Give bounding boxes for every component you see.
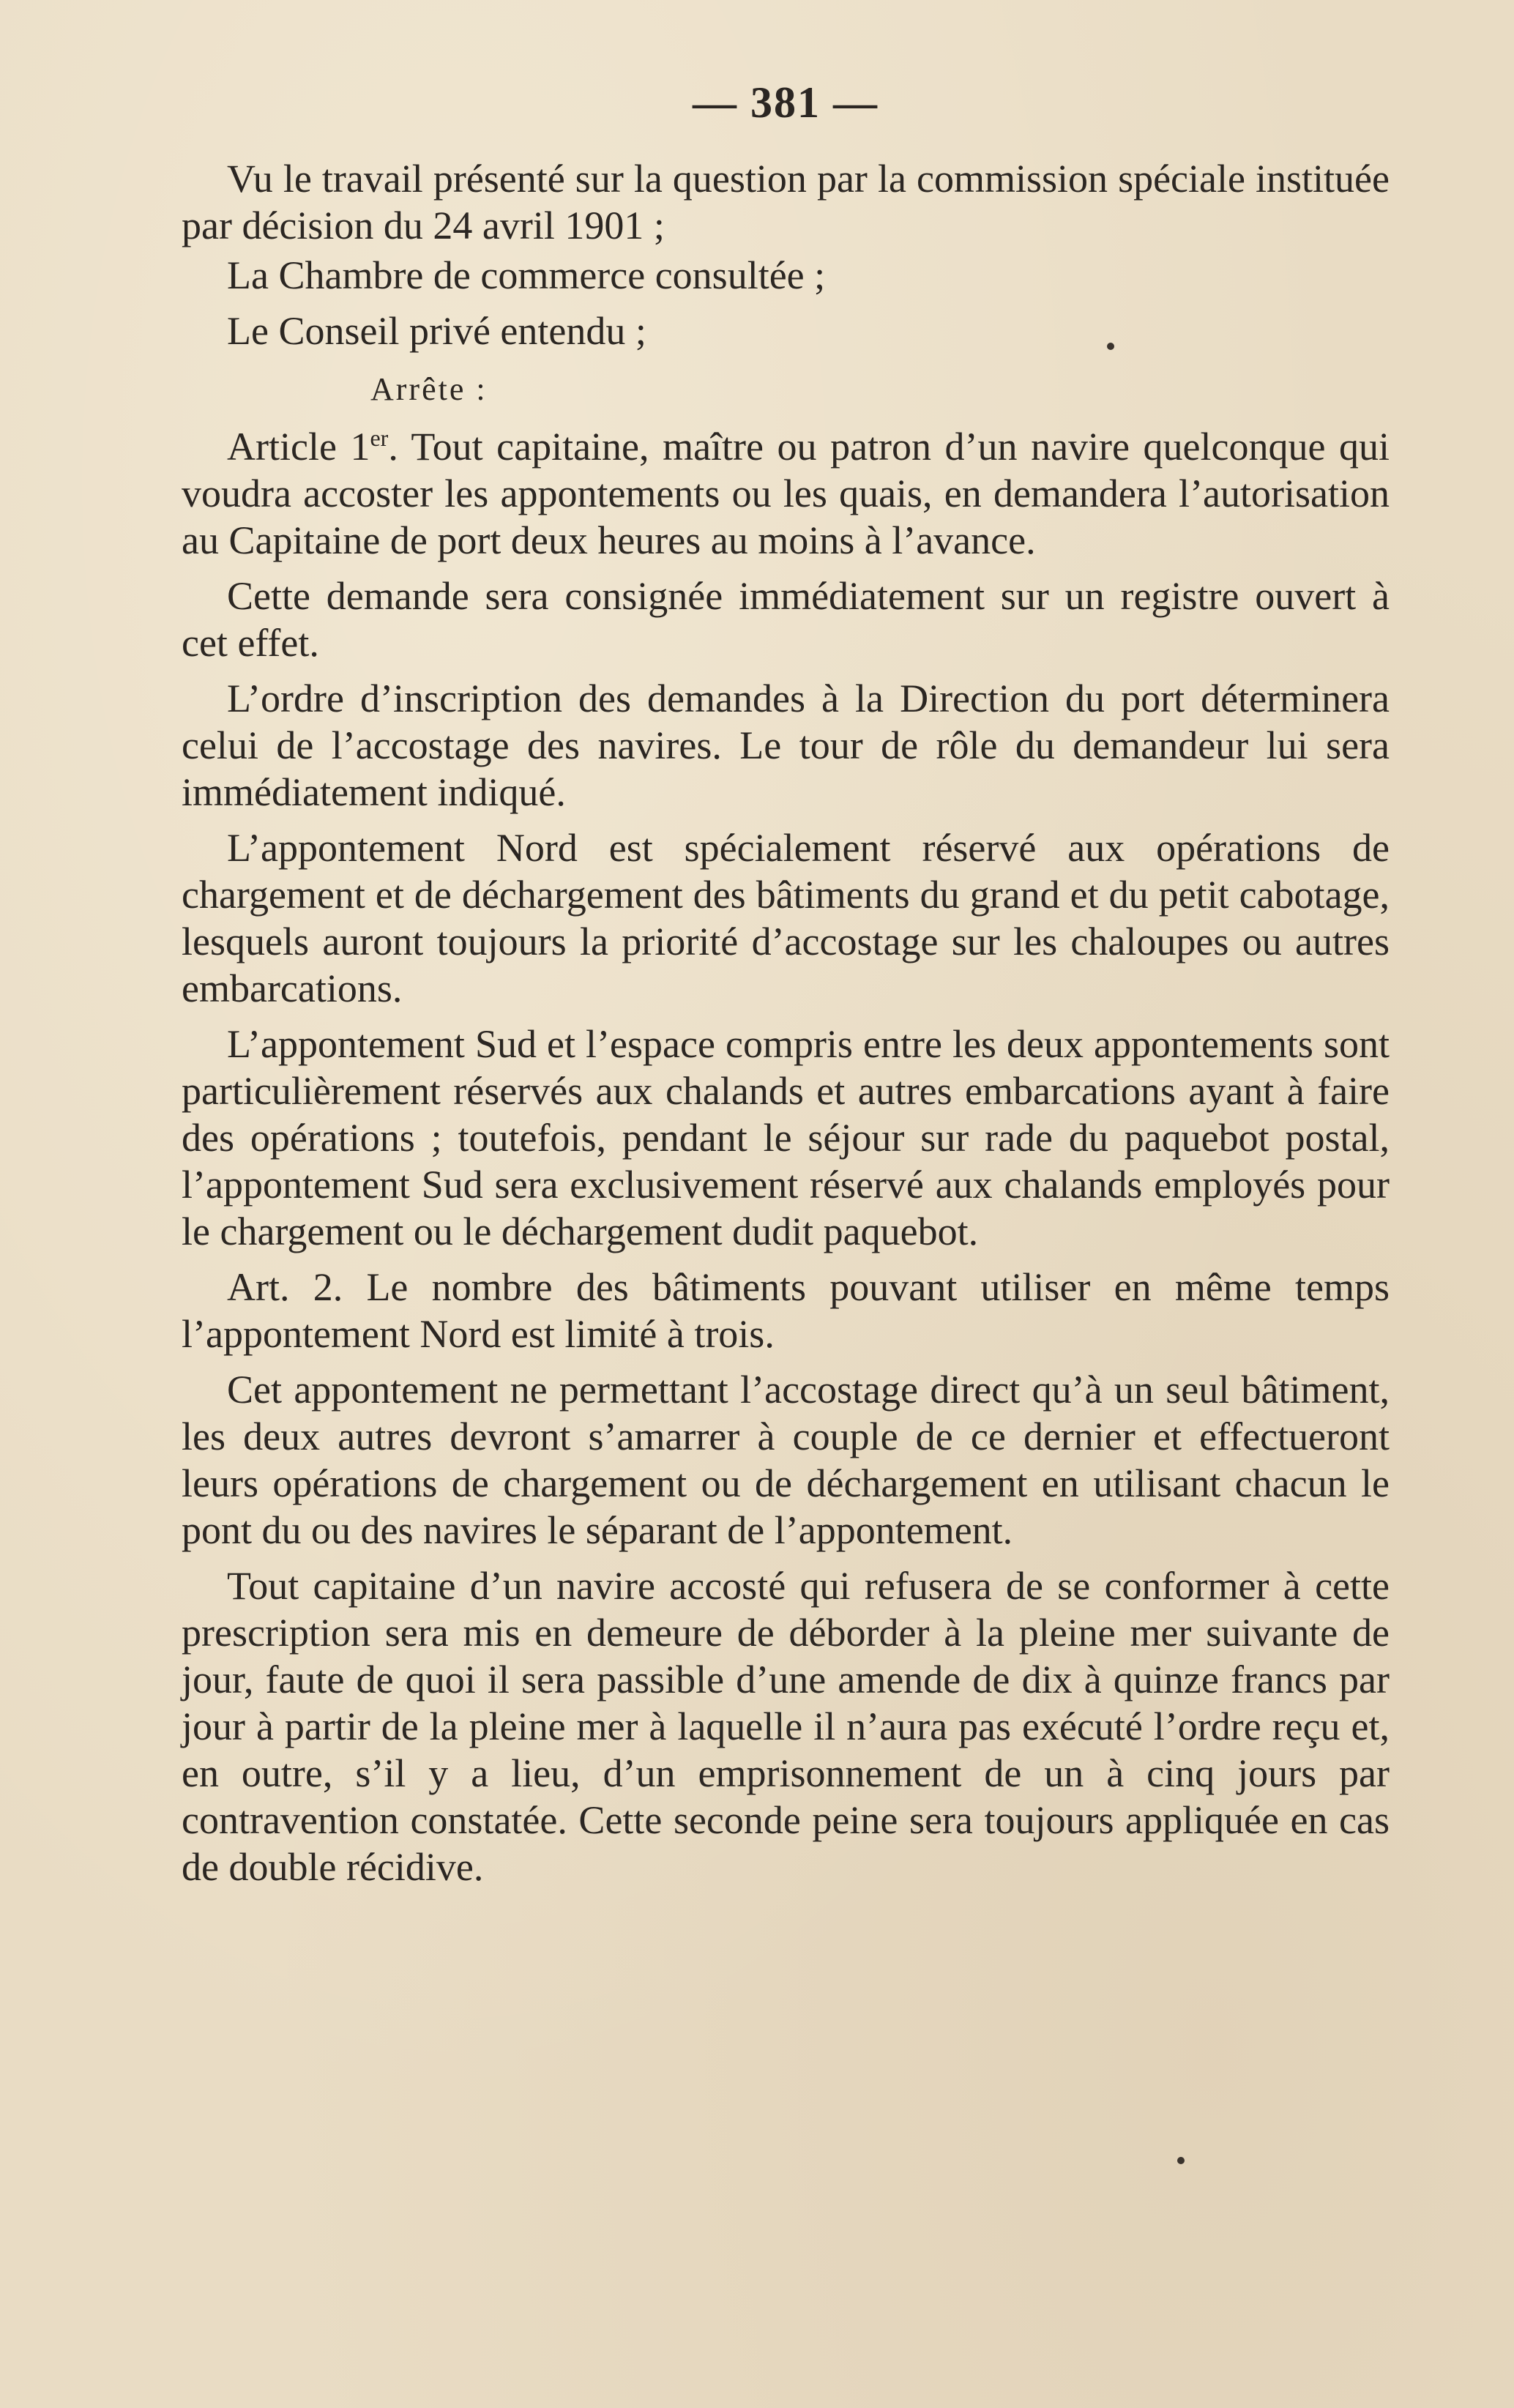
ink-speck-2 <box>1177 2157 1185 2164</box>
page-number: — 381 — <box>693 78 879 127</box>
ordre-paragraph: L’ordre d’inscription des demandes à la Direction du port déterminera celui de l’accostage des navires. Le tour de rôle du demandeur lui sera immédiatement indiqué. <box>182 676 1390 814</box>
article-1-superscript: er <box>370 425 389 451</box>
visa-paragraph-1: Vu le travail présenté sur la question par la commission spéciale instituée par décision du 24 avril 1901 ; <box>182 157 1390 247</box>
article-1-label: Article 1 <box>227 425 370 469</box>
arrete-heading <box>182 366 1390 413</box>
document-page <box>182 66 1390 1890</box>
visa-paragraph-3: Le Conseil privé entendu ; <box>227 309 646 353</box>
article-1-text: Tout capitaine, maître ou patron d’un navire quelconque qui voudra accoster les appontements ou les quais, en demandera l’autorisation au Capitaine de port deux heures au moins à l’avance. <box>182 425 1390 562</box>
accostage-paragraph: Cet appontement ne permettant l’accostage direct qu’à un seul bâtiment, les deux autres devront s’amarrer à couple de ce dernier et effectueront leurs opérations de chargement ou de déchargement en utilisant chacun le pont du ou des navires le séparant de l’appontement. <box>182 1368 1390 1552</box>
appontement-sud-paragraph: L’appontement Sud et l’espace compris entre les deux appontements sont particulièrement réservés aux chalands et autres embarcations ayant à faire des opérations ; toutefois, pendant le séjour sur rade du paquebot postal, l’appontement Sud sera exclusivement réservé aux chalands employés pour le chargement ou le déchargement dudit paquebot. <box>182 1022 1390 1253</box>
article-1-label-end: . <box>388 425 398 469</box>
demande-paragraph: Cette demande sera consignée immédiatement sur un registre ouvert à cet effet. <box>182 574 1390 665</box>
visa-paragraph-2: La Chambre de commerce consultée ; <box>227 253 826 297</box>
arrete-heading-text: Arrête : <box>370 371 488 407</box>
article-1-paragraph <box>182 423 1390 564</box>
appontement-nord-paragraph: L’appontement Nord est spécialement réservé aux opérations de chargement et de déchargement des bâtiments du grand et du petit cabotage, lesquels auront toujours la priorité d’accostage sur les chaloupes ou autres embarcations. <box>182 826 1390 1010</box>
capitaine-sanction-paragraph: Tout capitaine d’un navire accosté qui refusera de se conformer à cette prescription sera mis en demeure de déborder à la pleine mer suivante de jour, faute de quoi il sera passible d’une amende de dix à quinze francs par jour à partir de la pleine mer à laquelle il n’aura pas exécuté l’ordre reçu et, en outre, s’il y a lieu, d’un emprisonnement de un à cinq jours par contravention constatée. Cette seconde peine sera toujours appliquée en cas de double récidive. <box>182 1564 1390 1889</box>
article-2-paragraph: Art. 2. Le nombre des bâtiments pouvant utiliser en même temps l’appontement Nord est limité à trois. <box>182 1265 1390 1356</box>
ink-speck-1 <box>1107 343 1114 350</box>
